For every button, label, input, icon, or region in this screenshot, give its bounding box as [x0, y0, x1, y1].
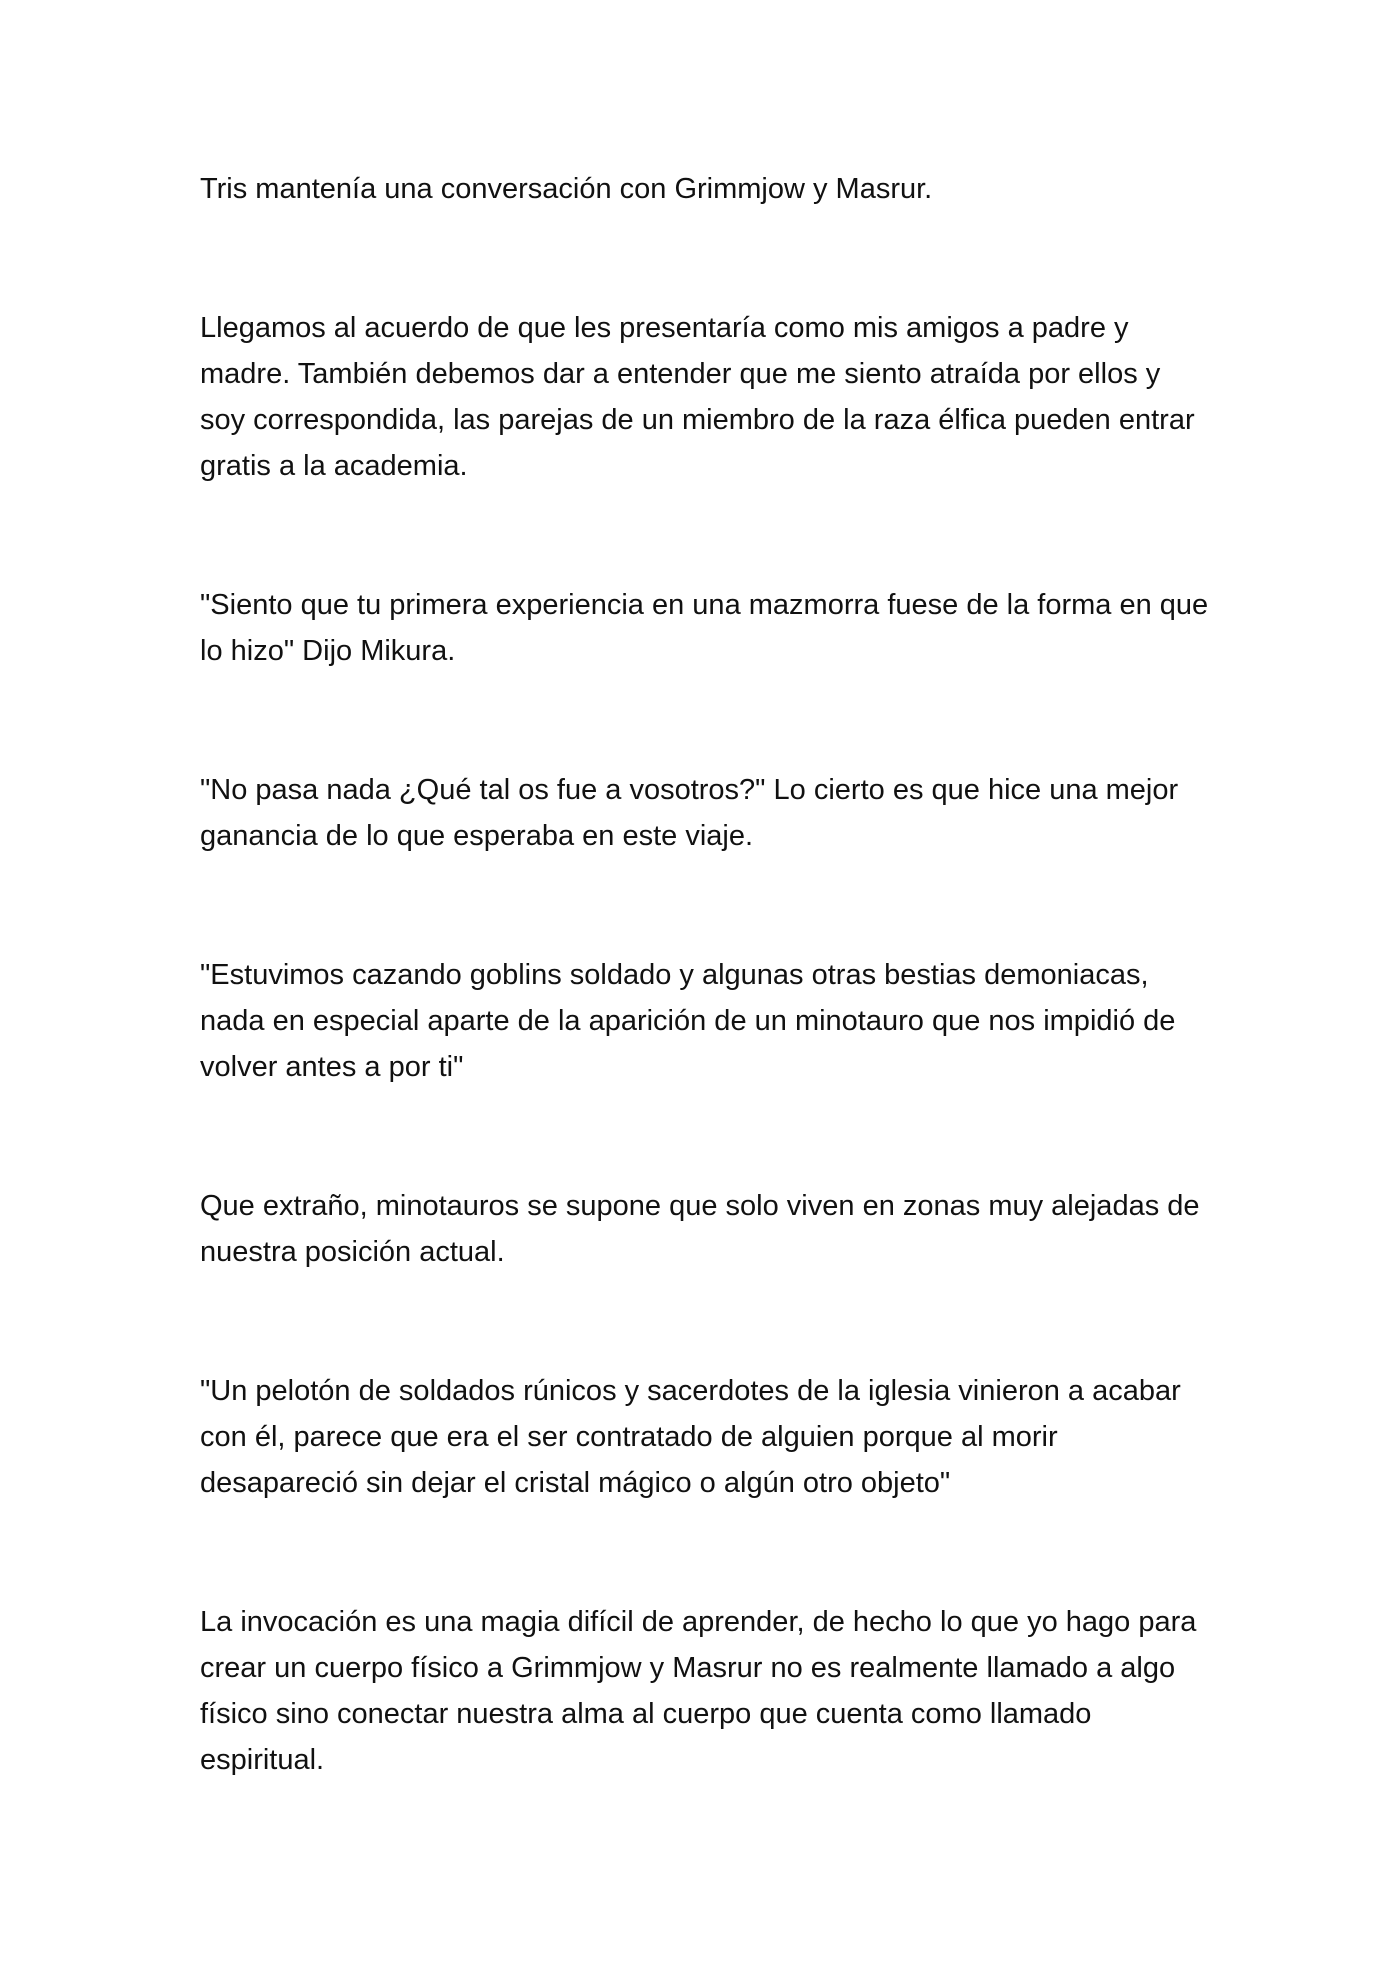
paragraph: "Siento que tu primera experiencia en una mazmorra fuese de la forma en que lo hizo" Dijo Mikura.: [200, 589, 1209, 667]
paragraph: Que extraño, minotauros se supone que solo viven en zonas muy alejadas de nuestra posición actual.: [200, 1190, 1200, 1268]
document-body: [200, 166, 1210, 1783]
paragraph: Llegamos al acuerdo de que les presentaría como mis amigos a padre y madre. También debemos dar a entender que me siento atraída por ellos y soy correspondida, las parejas de un miembro de la raza élfica pueden entrar gratis a la academia.: [200, 312, 1195, 482]
paragraph: La invocación es una magia difícil de aprender, de hecho lo que yo hago para crear un cuerpo físico a Grimmjow y Masrur no es realmente llamado a algo físico sino conectar nuestra alma al cuerpo que cuenta como llamado espiritual.: [200, 1606, 1197, 1776]
paragraph: "No pasa nada ¿Qué tal os fue a vosotros?" Lo cierto es que hice una mejor ganancia de lo que esperaba en este viaje.: [200, 774, 1179, 852]
paragraph: Tris mantenía una conversación con Grimmjow y Masrur.: [200, 173, 933, 205]
paragraph: "Estuvimos cazando goblins soldado y algunas otras bestias demoniacas, nada en especial aparte de la aparición de un minotauro que nos impidió de volver antes a por ti": [200, 959, 1176, 1083]
paragraph: "Un pelotón de soldados rúnicos y sacerdotes de la iglesia vinieron a acabar con él, parece que era el ser contratado de alguien porque al morir desapareció sin dejar el cristal mágico o algún otro objeto": [200, 1375, 1181, 1499]
